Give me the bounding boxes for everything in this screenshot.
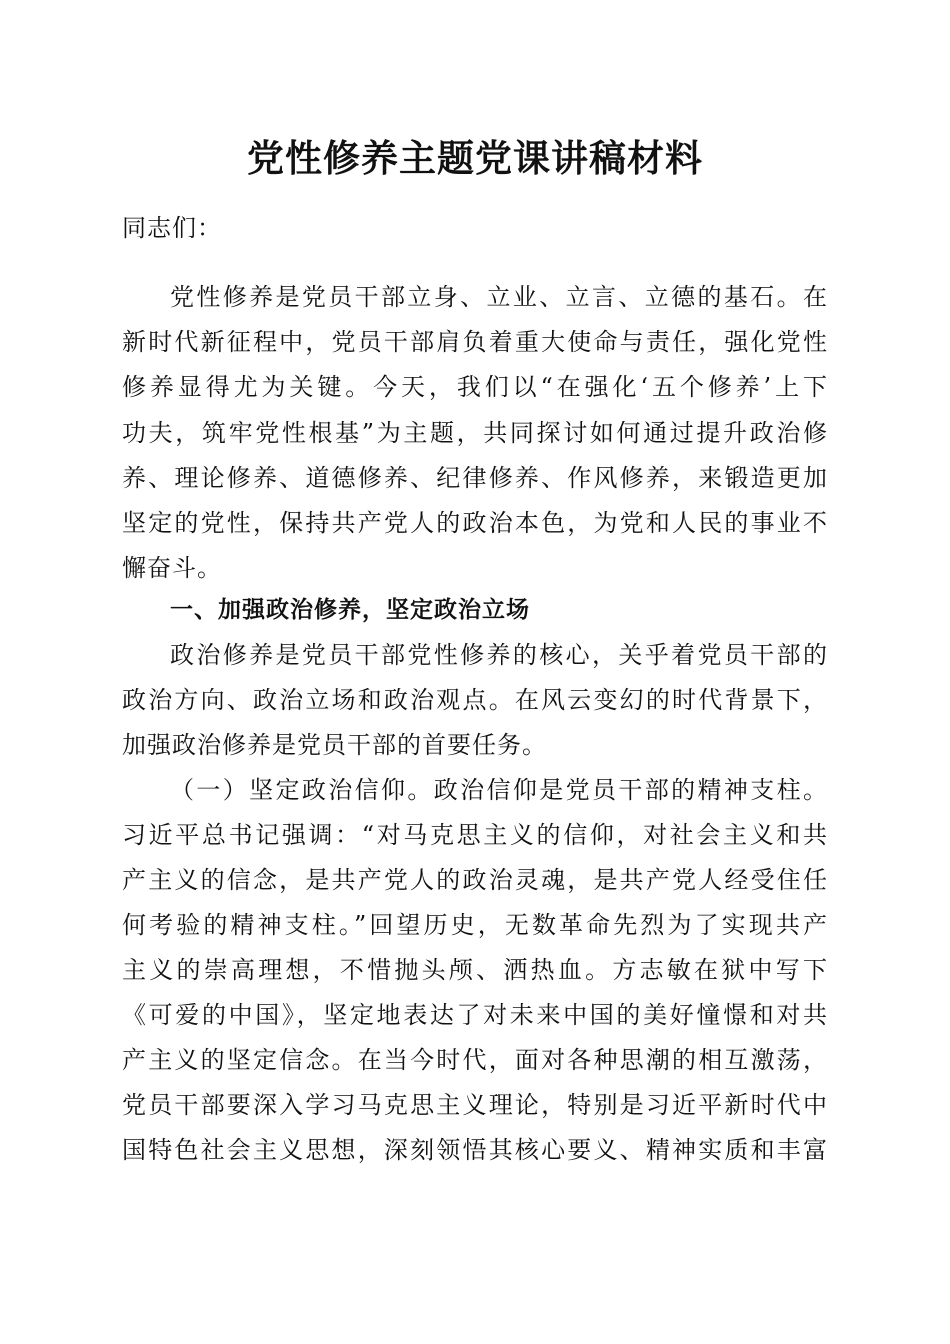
body-line: 党性修养是党员干部立身、立业、立言、立德的基石。在: [170, 283, 828, 311]
body-line: 党员干部要深入学习马克思主义理论，特别是习近平新时代中: [122, 1091, 828, 1119]
section-heading: 一、加强政治修养，坚定政治立场: [170, 597, 530, 623]
body-line: 国特色社会主义思想，深刻领悟其核心要义、精神实质和丰富: [122, 1136, 828, 1164]
body-line: 懈奋斗。: [122, 554, 222, 582]
body-line: 加强政治修养是党员干部的首要任务。: [122, 731, 547, 759]
body-line: 修养显得尤为关键。今天，我们以“在强化‘五个修养’上下: [122, 373, 828, 401]
body-line: 新时代新征程中，党员干部肩负着重大使命与责任，强化党性: [122, 328, 828, 356]
body-line: 政治方向、政治立场和政治观点。在风云变幻的时代背景下，: [122, 686, 828, 714]
body-line: 产主义的信念，是共产党人的政治灵魂，是共产党人经受住任: [122, 866, 828, 894]
body-line: 产主义的坚定信念。在当今时代，面对各种思潮的相互激荡，: [122, 1046, 828, 1074]
body-line: 政治修养是党员干部党性修养的核心，关乎着党员干部的: [170, 641, 828, 669]
salutation-line: 同志们：: [122, 214, 222, 242]
body-line: 养、理论修养、道德修养、纪律修养、作风修养，来锻造更加: [122, 464, 828, 492]
body-line: 功夫，筑牢党性根基”为主题，共同探讨如何通过提升政治修: [122, 419, 828, 447]
body-line: 《可爱的中国》，坚定地表达了对未来中国的美好憧憬和对共: [122, 1001, 828, 1029]
document-title: 党性修养主题党课讲稿材料: [247, 137, 703, 180]
body-line: （一）坚定政治信仰。政治信仰是党员干部的精神支柱。: [170, 776, 828, 804]
body-line: 主义的崇高理想，不惜抛头颅、洒热血。方志敏在狱中写下: [122, 956, 828, 984]
body-line: 习近平总书记强调：“对马克思主义的信仰，对社会主义和共: [122, 821, 828, 849]
body-line: 坚定的党性，保持共产党人的政治本色，为党和人民的事业不: [122, 509, 828, 537]
body-line: 何考验的精神支柱。”回望历史，无数革命先烈为了实现共产: [122, 911, 828, 939]
